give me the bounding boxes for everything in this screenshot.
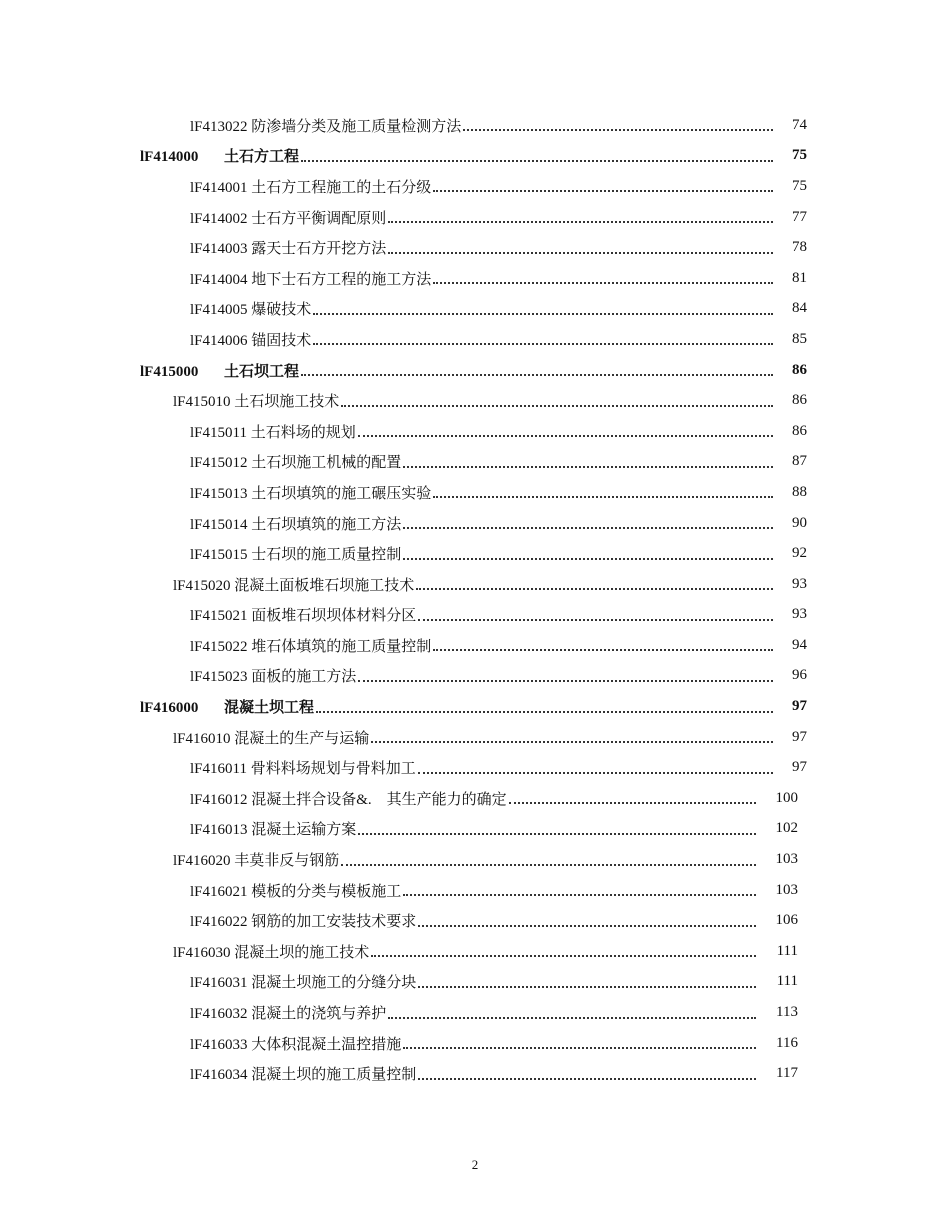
toc-entry-text	[190, 1063, 417, 1084]
toc-entry-page: 86	[792, 392, 807, 409]
toc-entry-code: lF414003	[190, 241, 248, 258]
toc-entry-title: 丰莫非反与钢筋	[234, 853, 340, 870]
toc-entry-title: 土石方工程	[224, 149, 300, 166]
toc-subsection-entry[interactable]	[0, 905, 950, 936]
toc-entry-text	[190, 298, 312, 319]
toc-chapter-entry[interactable]	[0, 355, 950, 386]
toc-entry-code: lF416011	[190, 761, 247, 778]
toc-subsection-entry[interactable]	[0, 752, 950, 783]
toc-subsection-entry[interactable]	[0, 1028, 950, 1059]
toc-entry-page: 93	[792, 606, 807, 623]
toc-entry-code: lF416032	[190, 1006, 248, 1023]
toc-entry-text	[140, 145, 300, 166]
toc-leader-dots	[358, 434, 773, 437]
toc-entry-page: 74	[792, 116, 807, 133]
toc-section-entry[interactable]	[0, 936, 950, 967]
toc-entry-code: lF416010	[173, 730, 231, 747]
toc-leader-dots	[313, 312, 773, 315]
toc-entry-page: 111	[776, 973, 798, 990]
toc-entry-text	[190, 207, 387, 228]
toc-entry-title: 土石坝施工技术	[234, 394, 340, 411]
toc-entry-code: lF415015	[190, 547, 248, 564]
toc-entry-text	[190, 757, 417, 778]
toc-leader-dots	[388, 220, 773, 223]
toc-entry-page: 113	[776, 1004, 798, 1021]
toc-entry-title: 混凝土坝的施工质量控制	[251, 1067, 417, 1084]
toc-entry-code: lF415012	[190, 455, 248, 472]
toc-entry-title: 土石坝填筑的施工碾压实验	[251, 485, 432, 502]
toc-chapter-entry[interactable]	[0, 691, 950, 722]
toc-leader-dots	[341, 404, 773, 407]
toc-leader-dots	[371, 954, 756, 957]
toc-entry-page: 93	[792, 575, 807, 592]
toc-entry-code: lF415021	[190, 608, 248, 625]
toc-entry-text	[190, 818, 357, 839]
toc-subsection-entry[interactable]	[0, 171, 950, 202]
toc-entry-code: lF415010	[173, 394, 231, 411]
toc-subsection-entry[interactable]	[0, 967, 950, 998]
toc-entry-code: lF415023	[190, 669, 248, 686]
toc-entry-code: lF416031	[190, 975, 248, 992]
toc-entry-text	[173, 574, 415, 595]
toc-leader-dots	[301, 159, 773, 162]
toc-leader-dots	[463, 128, 773, 131]
toc-entry-code: lF414001	[190, 179, 248, 196]
toc-entry-page: 85	[792, 330, 807, 347]
toc-entry-code: lF416013	[190, 822, 248, 839]
toc-subsection-entry[interactable]	[0, 661, 950, 692]
toc-entry-code: lF413022	[190, 118, 248, 135]
toc-entry-code: lF416021	[190, 883, 248, 900]
toc-entry-code: lF416034	[190, 1067, 248, 1084]
toc-entry-text	[190, 665, 357, 686]
toc-entry-text	[140, 696, 315, 717]
toc-entry-text	[190, 880, 402, 901]
toc-entry-title: 士石方平衡调配原则	[251, 210, 387, 227]
toc-leader-dots	[418, 985, 756, 988]
toc-entry-text	[190, 513, 402, 534]
toc-entry-page: 88	[792, 483, 807, 500]
toc-chapter-entry[interactable]	[0, 141, 950, 172]
toc-entry-code: lF415000	[140, 363, 199, 380]
toc-subsection-entry[interactable]	[0, 508, 950, 539]
toc-entry-page: 103	[775, 881, 798, 898]
toc-leader-dots	[403, 557, 773, 560]
toc-entry-code: lF416030	[173, 944, 231, 961]
toc-entry-text	[190, 268, 432, 289]
toc-entry-text	[190, 329, 312, 350]
toc-leader-dots	[509, 801, 756, 804]
toc-entry-text	[140, 360, 300, 381]
toc-subsection-entry[interactable]	[0, 447, 950, 478]
toc-entry-page: 106	[775, 912, 798, 929]
toc-subsection-entry[interactable]	[0, 110, 950, 141]
toc-entry-text	[190, 604, 417, 625]
toc-entry-title: 混凝土坝的施工技术	[234, 944, 370, 961]
toc-entry-text	[173, 390, 340, 411]
toc-leader-dots	[388, 1016, 756, 1019]
toc-entry-page: 97	[792, 759, 807, 776]
toc-entry-code: lF414006	[190, 332, 248, 349]
toc-entry-page: 77	[792, 208, 807, 225]
toc-entry-text	[190, 176, 432, 197]
toc-entry-page: 92	[792, 545, 807, 562]
toc-entry-page: 103	[775, 851, 798, 868]
toc-entry-title: 露天士石方开挖方法	[251, 241, 387, 258]
toc-entry-title: 锚固技术	[251, 332, 312, 349]
toc-subsection-entry[interactable]	[0, 477, 950, 508]
toc-entry-page: 75	[792, 177, 807, 194]
toc-entry-page: 78	[792, 239, 807, 256]
toc-subsection-entry[interactable]	[0, 1058, 950, 1089]
toc-section-entry[interactable]	[0, 569, 950, 600]
toc-subsection-entry[interactable]	[0, 997, 950, 1028]
toc-entry-title: 大体积混凝土温控措施	[251, 1036, 402, 1053]
toc-entry-page: 102	[775, 820, 798, 837]
toc-leader-dots	[418, 618, 773, 621]
toc-entry-title: 骨料料场规划与骨料加工	[250, 761, 416, 778]
toc-entry-title: 土石坝工程	[224, 363, 300, 380]
toc-section-entry[interactable]	[0, 385, 950, 416]
toc-entry-code: lF416020	[173, 853, 231, 870]
toc-leader-dots	[433, 495, 773, 498]
toc-entry-text	[190, 421, 357, 442]
toc-entry-code: lF416033	[190, 1036, 248, 1053]
toc-section-entry[interactable]	[0, 844, 950, 875]
toc-subsection-entry[interactable]	[0, 416, 950, 447]
toc-entry-title: 土石坝填筑的施工方法	[251, 516, 402, 533]
toc-subsection-entry[interactable]	[0, 232, 950, 263]
toc-entry-title: 堆石体填筑的施工质量控制	[251, 638, 432, 655]
toc-entry-text	[190, 543, 402, 564]
toc-entry-page: 100	[775, 789, 798, 806]
toc-entry-code: lF414000	[140, 149, 199, 166]
toc-subsection-entry[interactable]	[0, 814, 950, 845]
toc-entry-title: 爆破技术	[251, 302, 312, 319]
toc-subsection-entry[interactable]	[0, 324, 950, 355]
toc-subsection-entry[interactable]	[0, 294, 950, 325]
toc-entry-code: lF415013	[190, 485, 248, 502]
toc-entry-title: 混凝土的生产与运输	[234, 730, 370, 747]
toc-entry-title: 土石方工程施工的土石分级	[251, 179, 432, 196]
toc-entry-title: 混凝土面板堆石坝施工技术	[234, 577, 415, 594]
toc-leader-dots	[301, 373, 773, 376]
toc-leader-dots	[416, 587, 773, 590]
toc-entry-code: lF416022	[190, 914, 248, 931]
toc-subsection-entry[interactable]	[0, 630, 950, 661]
toc-entry-title: 混凝土运输方案	[251, 822, 357, 839]
toc-entry-page: 97	[792, 728, 807, 745]
toc-entry-title: 模板的分类与模板施工	[251, 883, 402, 900]
toc-entry-page: 117	[776, 1065, 798, 1082]
toc-entry-code: lF414005	[190, 302, 248, 319]
toc-entry-text	[190, 1033, 402, 1054]
toc-entry-page: 81	[792, 269, 807, 286]
toc-entry-code: lF414002	[190, 210, 248, 227]
toc-entry-code: lF415020	[173, 577, 231, 594]
toc-entry-title: 地下士石方工程的施工方法	[251, 271, 432, 288]
toc-leader-dots	[403, 893, 756, 896]
toc-entry-page: 86	[792, 361, 807, 378]
toc-entry-title: 混凝土坝施工的分缝分块	[251, 975, 417, 992]
toc-entry-title: 钢筋的加工安装技术要求	[251, 914, 417, 931]
toc-entry-text	[190, 237, 387, 258]
toc-entry-page: 90	[792, 514, 807, 531]
toc-entry-text	[190, 910, 417, 931]
toc-entry-page: 97	[792, 698, 807, 715]
toc-entry-title: 面板堆石坝坝体材料分区	[251, 608, 417, 625]
toc-subsection-entry[interactable]	[0, 202, 950, 233]
toc-entry-title: 混凝土坝工程	[224, 700, 315, 717]
toc-entry-code: lF416000	[140, 700, 199, 717]
toc-subsection-entry[interactable]	[0, 600, 950, 631]
toc-subsection-entry[interactable]	[0, 875, 950, 906]
toc-leader-dots	[403, 526, 773, 529]
toc-entry-page: 96	[792, 667, 807, 684]
page-number: 2	[471, 1157, 479, 1172]
toc-entry-text	[173, 941, 370, 962]
toc-leader-dots	[358, 832, 756, 835]
table-of-contents	[0, 110, 950, 1089]
toc-entry-page: 84	[792, 300, 807, 317]
toc-entry-code: lF415011	[190, 424, 247, 441]
toc-leader-dots	[316, 710, 773, 713]
toc-leader-dots	[403, 1046, 756, 1049]
toc-entry-code: lF415014	[190, 516, 248, 533]
toc-entry-text	[173, 727, 370, 748]
toc-leader-dots	[433, 648, 773, 651]
toc-entry-page: 94	[792, 636, 807, 653]
toc-subsection-entry[interactable]	[0, 263, 950, 294]
toc-leader-dots	[313, 342, 773, 345]
toc-entry-text	[190, 635, 432, 656]
toc-subsection-entry[interactable]	[0, 783, 950, 814]
toc-entry-page: 111	[776, 942, 798, 959]
toc-entry-title: 土石料场的规划	[250, 424, 356, 441]
toc-leader-dots	[418, 1077, 756, 1080]
toc-entry-title: 防渗墙分类及施工质量检测方法	[251, 118, 462, 135]
toc-section-entry[interactable]	[0, 722, 950, 753]
toc-entry-page: 116	[776, 1034, 798, 1051]
toc-entry-title: 土石坝施工机械的配置	[251, 455, 402, 472]
toc-entry-text	[173, 849, 340, 870]
toc-entry-text	[190, 451, 402, 472]
toc-entry-page: 86	[792, 422, 807, 439]
toc-leader-dots	[433, 189, 773, 192]
toc-entry-text	[190, 115, 462, 136]
toc-entry-page: 75	[792, 147, 807, 164]
toc-entry-code: lF416012	[190, 791, 248, 808]
toc-leader-dots	[388, 251, 773, 254]
toc-leader-dots	[433, 281, 773, 284]
toc-entry-text	[190, 482, 432, 503]
toc-leader-dots	[371, 740, 773, 743]
toc-entry-text	[190, 788, 508, 809]
toc-entry-title: 面板的施工方法	[251, 669, 357, 686]
toc-leader-dots	[418, 771, 773, 774]
toc-leader-dots	[358, 679, 773, 682]
toc-leader-dots	[418, 924, 756, 927]
toc-entry-code: lF414004	[190, 271, 248, 288]
toc-subsection-entry[interactable]	[0, 538, 950, 569]
toc-entry-text	[190, 971, 417, 992]
toc-leader-dots	[403, 465, 773, 468]
toc-leader-dots	[341, 863, 756, 866]
toc-entry-code: lF415022	[190, 638, 248, 655]
toc-entry-text	[190, 1002, 387, 1023]
toc-entry-title: 士石坝的施工质量控制	[251, 547, 402, 564]
toc-entry-page: 87	[792, 453, 807, 470]
toc-entry-title: 混凝土的浇筑与养护	[251, 1006, 387, 1023]
toc-entry-title: 混凝土拌合设备&. 其生产能力的确定	[251, 791, 507, 808]
